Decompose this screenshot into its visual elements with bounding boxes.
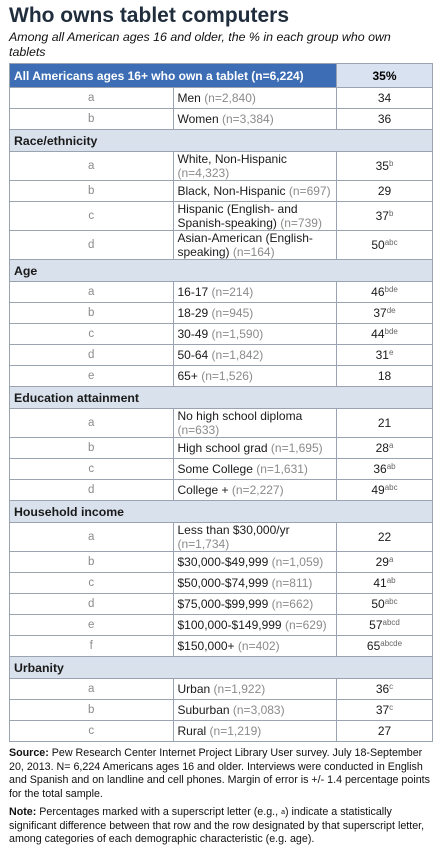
row-label-cell [173,552,337,573]
significance-marker: c [389,703,394,712]
section-title: Age [10,260,433,282]
row-letter: e [10,615,174,636]
row-value: 35 [375,159,389,173]
significance-marker: abcde [380,639,403,648]
row-value-cell [337,679,433,700]
row-letter: f [10,636,174,657]
row-value: 28 [375,441,389,455]
row-letter: d [10,231,174,260]
significance-marker: a [388,555,394,564]
row-label-cell [173,303,337,324]
row-label: Rural [177,724,207,738]
row-label-cell [173,459,337,480]
table-row [10,594,433,615]
row-value-cell [337,324,433,345]
table-row [10,109,433,130]
row-label-cell [173,679,337,700]
row-letter: b [10,303,174,324]
row-letter: b [10,552,174,573]
row-value: 27 [377,724,392,738]
row-label-cell [173,615,337,636]
significance-marker: abc [384,597,398,606]
row-sample-size: (n=3,083) [232,703,285,717]
row-letter: a [10,679,174,700]
row-value-cell [337,366,433,387]
row-letter: d [10,480,174,501]
table-row [10,438,433,459]
row-value-cell [337,459,433,480]
row-label: $30,000-$49,999 [177,555,269,569]
row-value-cell [337,594,433,615]
all-americans-value: 35% [337,64,433,88]
row-value: 44 [371,327,385,341]
row-letter: a [10,152,174,181]
row-value-cell [337,303,433,324]
table-row [10,181,433,202]
row-label-cell [173,721,337,742]
row-value: 50 [371,597,385,611]
table-row [10,202,433,231]
row-value-cell [337,409,433,438]
all-americans-row [10,64,433,88]
row-letter: b [10,109,174,130]
table-row [10,282,433,303]
table-row [10,324,433,345]
significance-marker: ab [386,576,396,585]
row-label-cell [173,345,337,366]
table-row [10,523,433,552]
row-value: 37 [375,209,389,223]
row-value: 37 [375,703,390,717]
row-label-cell [173,438,337,459]
note-example-sup: a [281,809,285,816]
row-label-cell [173,594,337,615]
row-value: 21 [377,416,392,430]
row-letter: b [10,181,174,202]
table-row [10,409,433,438]
row-label-cell [173,202,337,231]
row-label-cell [173,523,337,552]
row-letter: a [10,282,174,303]
significance-marker: b [388,159,394,168]
significance-marker: abcd [382,618,400,627]
row-value-cell [337,721,433,742]
row-sample-size: (n=214) [211,285,254,299]
table-row [10,231,433,260]
row-value-cell [337,345,433,366]
source-note [9,747,433,801]
row-label: Less than $30,000/yr [177,523,290,537]
row-sample-size: (n=164) [232,245,275,259]
row-letter: a [10,88,174,109]
row-label: 50-64 [177,348,209,362]
row-value: 29 [377,184,392,198]
row-value: 29 [375,555,389,569]
significance-marker: de [386,306,396,315]
row-sample-size: (n=629) [284,618,327,632]
footnotes [9,747,433,847]
page-subtitle: Among all American ages 16 and older, the % in each group who own tablets [9,30,391,59]
table-row [10,366,433,387]
row-label: College + [177,483,229,497]
row-value-cell [337,181,433,202]
row-value: 31 [375,348,389,362]
section-header [10,501,433,523]
significance-marker: bde [384,285,398,294]
row-sample-size: (n=3,384) [221,112,274,126]
row-value: 36 [373,462,387,476]
row-sample-size: (n=1,219) [209,724,262,738]
row-value: 65 [366,639,381,653]
note-label: Note: [9,806,37,818]
row-value: 50 [371,238,385,252]
significance-marker: ab [386,462,396,471]
row-letter: b [10,700,174,721]
row-sample-size: (n=402) [237,639,280,653]
row-sample-size: (n=662) [271,597,314,611]
row-label: Some College [177,462,253,476]
row-label-cell [173,324,337,345]
significance-marker: e [388,348,394,357]
row-value: 46 [371,285,385,299]
significance-marker: a [388,441,394,450]
row-label: 65+ [177,369,198,383]
row-value-cell [337,438,433,459]
row-label-cell [173,181,337,202]
significance-marker: b [388,209,394,218]
note-text-before: Percentages marked with a superscript letter (e.g., [39,806,282,818]
row-value-cell [337,282,433,303]
row-label-cell [173,109,337,130]
row-label-cell [173,409,337,438]
table-row [10,636,433,657]
row-value-cell [337,700,433,721]
note-text-after: ) indicate a statistically significant difference between that row and the row designated by that superscript letter, among categories of each demographic characteristic (e.g. age). [9,806,425,845]
table-row [10,615,433,636]
row-label-cell [173,636,337,657]
row-label-cell [173,480,337,501]
section-header [10,387,433,409]
row-label: Suburban [177,703,230,717]
row-value-cell [337,88,433,109]
table-row [10,679,433,700]
section-title: Education attainment [10,387,433,409]
row-value-cell [337,202,433,231]
row-value: 41 [373,576,387,590]
row-label: Women [177,112,219,126]
all-americans-label: All Americans ages 16+ who own a tablet (n=6,224) [10,64,337,88]
row-sample-size: (n=811) [271,576,313,590]
row-label: No high school diploma [177,409,303,423]
row-label-cell [173,700,337,721]
table-row [10,700,433,721]
row-sample-size: (n=1,734) [177,537,230,551]
row-sample-size: (n=2,227) [231,483,284,497]
row-label: 18-29 [177,306,209,320]
row-label-cell [173,366,337,387]
row-letter: a [10,523,174,552]
row-label: Hispanic (English- and Spanish-speaking) [177,202,298,230]
source-text: Pew Research Center Internet Project Library User survey. July 18-September 20, 2013. N= 6,224 Americans ages 16 and older. Interviews were conducted in English and Spanish and on landline and cell phones. Margin of error is +/- 1.4 percentage points for the total sample. [9,747,430,800]
row-value: 22 [377,530,392,544]
row-value: 36 [377,112,392,126]
row-sample-size: (n=1,842) [211,348,264,362]
row-sample-size: (n=697) [288,184,331,198]
row-value-cell [337,231,433,260]
row-value-cell [337,615,433,636]
row-sample-size: (n=1,631) [256,462,308,476]
table-row [10,152,433,181]
row-letter: b [10,438,174,459]
table-body [10,64,433,742]
page-title: Who owns tablet computers [9,4,290,27]
row-letter: d [10,345,174,366]
row-label: Urban [177,682,211,696]
row-value-cell [337,523,433,552]
row-letter: c [10,573,174,594]
row-label: $50,000-$74,999 [177,576,269,590]
table-row [10,552,433,573]
row-label-cell [173,231,337,260]
row-sample-size: (n=2,840) [204,91,256,105]
row-value: 49 [371,483,385,497]
row-value-cell [337,573,433,594]
row-letter: c [10,721,174,742]
row-label-cell [173,573,337,594]
row-label-cell [173,152,337,181]
row-label-cell [173,88,337,109]
significance-marker: c [389,682,394,691]
row-label: 30-49 [177,327,209,341]
row-sample-size: (n=1,526) [201,369,253,383]
row-value-cell [337,152,433,181]
ownership-table [9,63,433,742]
row-letter: c [10,459,174,480]
row-sample-size: (n=739) [280,216,322,230]
row-value: 36 [375,682,390,696]
row-label: High school grad [177,441,268,455]
significance-marker: abc [384,483,398,492]
row-sample-size: (n=945) [211,306,254,320]
row-letter: c [10,324,174,345]
row-value-cell [337,636,433,657]
row-value: 37 [373,306,387,320]
significance-marker: bde [384,327,398,336]
row-value-cell [337,480,433,501]
row-label: Men [177,91,201,105]
section-header [10,260,433,282]
row-letter: e [10,366,174,387]
row-label-cell [173,282,337,303]
table-row [10,88,433,109]
row-sample-size: (n=633) [177,423,220,437]
significance-marker: abc [384,238,398,247]
row-value: 34 [377,91,392,105]
row-value-cell [337,552,433,573]
row-sample-size: (n=1,590) [211,327,264,341]
row-label: $75,000-$99,999 [177,597,269,611]
row-label: Asian-American (English-speaking) [177,231,313,259]
row-sample-size: (n=1,695) [270,441,323,455]
row-sample-size: (n=4,323) [177,166,230,180]
section-header [10,130,433,152]
row-label: Black, Non-Hispanic [177,184,286,198]
section-title: Urbanity [10,657,433,679]
section-title: Race/ethnicity [10,130,433,152]
row-letter: d [10,594,174,615]
source-label: Source: [9,747,49,759]
row-letter: c [10,202,174,231]
significance-note [9,806,433,847]
row-label: $150,000+ [177,639,235,653]
section-title: Household income [10,501,433,523]
section-header [10,657,433,679]
row-sample-size: (n=1,922) [213,682,266,696]
table-row [10,573,433,594]
row-sample-size: (n=1,059) [271,555,324,569]
row-value: 57 [369,618,383,632]
row-value-cell [337,109,433,130]
row-letter: a [10,409,174,438]
table-row [10,721,433,742]
row-value: 18 [377,369,392,383]
row-label: 16-17 [177,285,209,299]
table-row [10,459,433,480]
table-row [10,345,433,366]
table-row [10,480,433,501]
row-label: $100,000-$149,999 [177,618,282,632]
table-row [10,303,433,324]
row-label: White, Non-Hispanic [177,152,287,166]
